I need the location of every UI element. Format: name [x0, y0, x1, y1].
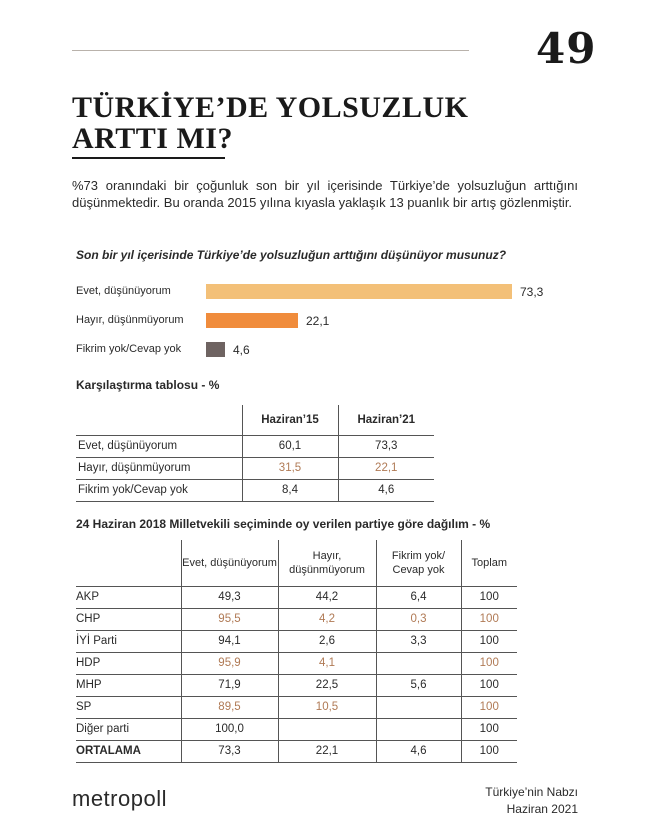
- table-cell: 100,0: [181, 718, 278, 740]
- table-cell: 100: [461, 608, 517, 630]
- table-cell: 2,6: [278, 630, 376, 652]
- row-label: Fikrim yok/Cevap yok: [76, 479, 242, 501]
- page-title: [72, 92, 468, 154]
- table-row: [76, 696, 517, 718]
- table-cell: [278, 718, 376, 740]
- row-label: SP: [76, 696, 181, 718]
- row-label: Hayır, düşünmüyorum: [76, 457, 242, 479]
- table-cell: 4,1: [278, 652, 376, 674]
- bar-no: [206, 313, 298, 328]
- bar-value-no-answer: 4,6: [233, 343, 250, 357]
- comparison-title: Karşılaştırma tablosu - %: [76, 378, 220, 392]
- table-row: [76, 586, 517, 608]
- metropoll-logo: metropoll: [72, 786, 167, 811]
- table-cell: 49,3: [181, 586, 278, 608]
- table-cell: 44,2: [278, 586, 376, 608]
- top-rule: [72, 50, 469, 51]
- table-cell: 71,9: [181, 674, 278, 696]
- bar-label-no: Hayır, düşünmüyorum: [76, 314, 184, 326]
- table-cell: 73,3: [338, 435, 434, 457]
- bar-row-no: [76, 313, 576, 329]
- intro-paragraph: %73 oranındaki bir çoğunluk son bir yıl içerisinde Türkiye’de yolsuzluğun arttığını düşünmektedir. Bu oranda 2015 yılına kıyasla yaklaşık 13 puanlık bir artış gözlenmiştir.: [72, 178, 578, 210]
- table-row: [76, 479, 434, 501]
- table-cell: 89,5: [181, 696, 278, 718]
- table-cell: 22,5: [278, 674, 376, 696]
- publication-date: Haziran 2021: [506, 802, 578, 816]
- row-label: MHP: [76, 674, 181, 696]
- party-header: Evet, düşünüyorum: [181, 540, 278, 586]
- table-cell: [376, 718, 461, 740]
- table-cell: 4,6: [376, 740, 461, 762]
- comparison-header: Haziran’21: [338, 405, 434, 435]
- party-header: Fikrim yok/ Cevap yok: [376, 540, 461, 586]
- bar-row-yes: [76, 284, 576, 300]
- row-label: İYİ Parti: [76, 630, 181, 652]
- footer-publication: [485, 784, 578, 818]
- table-cell: 4,2: [278, 608, 376, 630]
- row-label: Diğer parti: [76, 718, 181, 740]
- table-cell: 10,5: [278, 696, 376, 718]
- table-cell: 22,1: [338, 457, 434, 479]
- table-row: [76, 435, 434, 457]
- table-cell: 94,1: [181, 630, 278, 652]
- row-label: CHP: [76, 608, 181, 630]
- row-label: ORTALAMA: [76, 740, 181, 762]
- table-cell: 60,1: [242, 435, 338, 457]
- comparison-header: Haziran’15: [242, 405, 338, 435]
- party-table-title: 24 Haziran 2018 Milletvekili seçiminde oy verilen partiye göre dağılım - %: [76, 517, 491, 531]
- bar-no-answer: [206, 342, 225, 357]
- row-label: AKP: [76, 586, 181, 608]
- table-cell: 5,6: [376, 674, 461, 696]
- page-number: 49: [536, 24, 597, 73]
- survey-question: Son bir yıl içerisinde Türkiye’de yolsuzluğun arttığını düşünüyor musunuz?: [76, 248, 507, 262]
- table-cell: 100: [461, 718, 517, 740]
- table-cell: 4,6: [338, 479, 434, 501]
- party-table: [76, 540, 517, 763]
- publication-name: Türkiye’nin Nabzı: [485, 785, 578, 799]
- comparison-table: [76, 405, 434, 502]
- party-header: Toplam: [461, 540, 517, 586]
- table-row: [76, 740, 517, 762]
- title-underline: [72, 157, 225, 159]
- table-cell: 3,3: [376, 630, 461, 652]
- table-cell: 6,4: [376, 586, 461, 608]
- table-cell: 100: [461, 696, 517, 718]
- page-title-line-1: TÜRKİYE’DE YOLSUZLUK: [72, 91, 469, 124]
- table-cell: 95,9: [181, 652, 278, 674]
- bar-label-no-answer: Fikrim yok/Cevap yok: [76, 343, 182, 355]
- table-cell: 95,5: [181, 608, 278, 630]
- table-cell: [376, 696, 461, 718]
- table-row: [76, 718, 517, 740]
- table-cell: 8,4: [242, 479, 338, 501]
- table-row: [76, 630, 517, 652]
- bar-row-no-answer: [76, 342, 576, 358]
- table-cell: 100: [461, 740, 517, 762]
- table-cell: 0,3: [376, 608, 461, 630]
- bar-value-yes: 73,3: [520, 285, 544, 299]
- table-cell: 31,5: [242, 457, 338, 479]
- table-row: [76, 652, 517, 674]
- table-cell: 100: [461, 652, 517, 674]
- table-cell: [376, 652, 461, 674]
- row-label: HDP: [76, 652, 181, 674]
- row-label: Evet, düşünüyorum: [76, 435, 242, 457]
- party-header: Hayır, düşünmüyorum: [278, 540, 376, 586]
- table-row: [76, 608, 517, 630]
- table-cell: 100: [461, 586, 517, 608]
- page-title-line-2: ARTTI MI?: [72, 122, 233, 155]
- table-cell: 73,3: [181, 740, 278, 762]
- bar-label-yes: Evet, düşünüyorum: [76, 285, 171, 297]
- table-cell: 22,1: [278, 740, 376, 762]
- table-row: [76, 674, 517, 696]
- table-cell: 100: [461, 630, 517, 652]
- bar-value-no: 22,1: [306, 314, 330, 328]
- table-cell: 100: [461, 674, 517, 696]
- table-row: [76, 457, 434, 479]
- bar-yes: [206, 284, 512, 299]
